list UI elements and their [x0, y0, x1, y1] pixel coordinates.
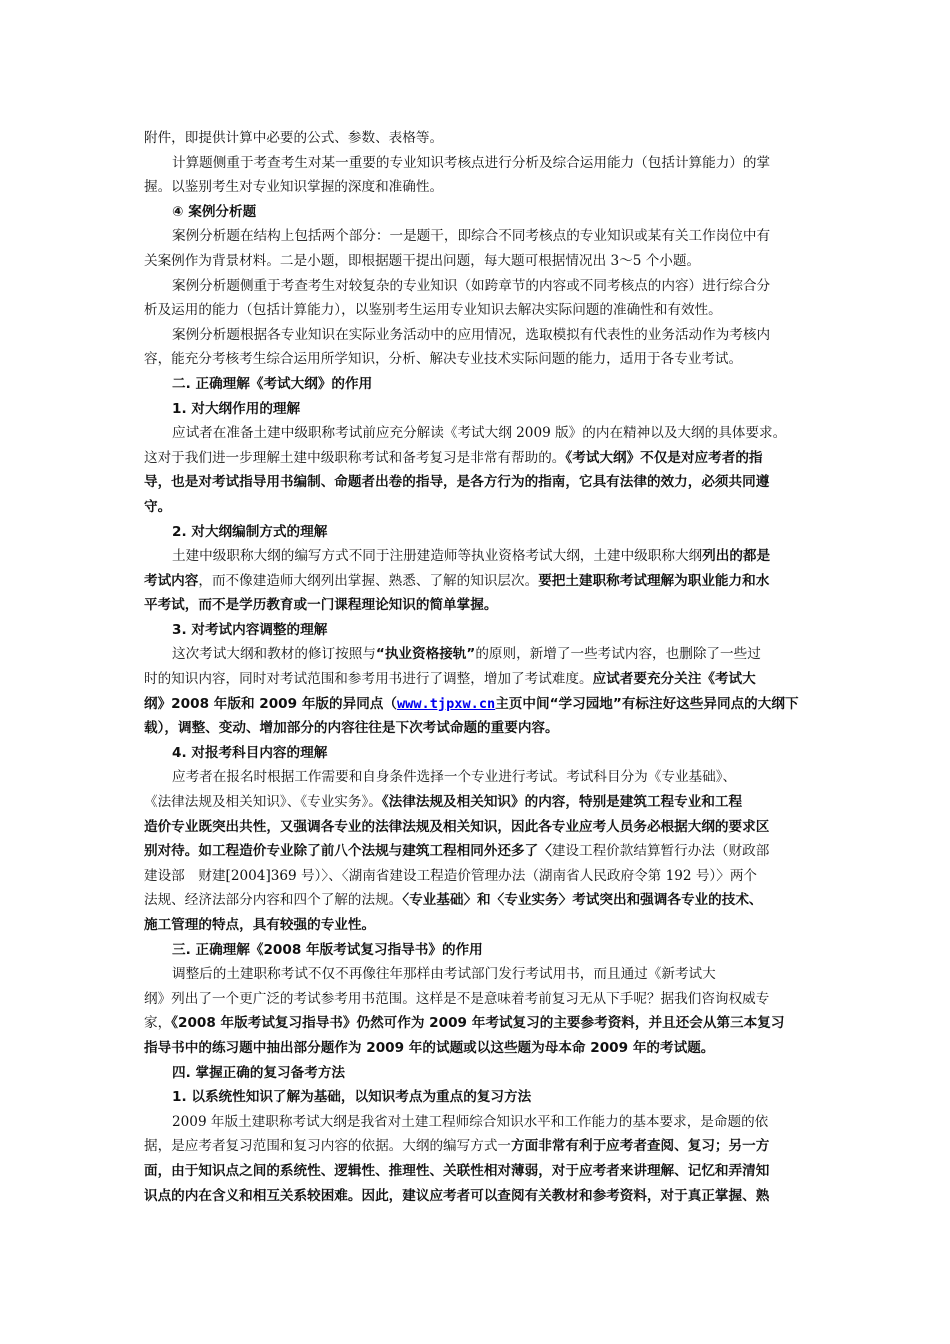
text-segment: 计算题侧重于考查考生对某一重要的专业知识考核点进行分析及综合运用能力（包括计算能力）的掌 [172, 154, 771, 171]
text-segment: 案例分析题侧重于考查考生对较复杂的专业知识（如跨章节的内容或不同考核点的内容）进行综合分 [172, 277, 771, 294]
text-segment: 平考试，而不是学历教育或一门课程理论知识的简单掌握。 [144, 597, 498, 614]
text-line [144, 151, 814, 176]
text-segment: 考试内容 [144, 572, 199, 589]
text-segment: 三. 正确理解《2008 年版考试复习指导书》的作用 [172, 941, 483, 958]
text-segment: 应试者在准备土建中级职称考试前应充分解读《考试大纲 2009 版》的内在精神以及大纲的具体要求。 [172, 425, 787, 442]
text-line [144, 938, 814, 963]
text-segment: 应试者要充分关注《考试大 [592, 671, 756, 688]
text-segment: 识点的内在含义和相互关系较困难。因此，建议应考者可以查阅有关教材和参考资料，对于真正掌握、熟 [144, 1187, 770, 1204]
text-line [144, 593, 814, 618]
text-segment: 法规、经济法部分内容和四个了解的法规。 [144, 892, 403, 909]
text-segment: 1. 对大纲作用的理解 [172, 400, 301, 417]
text-line [144, 200, 814, 225]
text-line [144, 520, 814, 545]
text-line [144, 765, 814, 790]
text-segment: 面，由于知识点之间的系统性、逻辑性、推理性、关联性相对薄弱，对于应考者来讲理解、记忆和弄清知 [144, 1162, 770, 1179]
text-line [144, 544, 814, 569]
text-line [144, 839, 814, 864]
text-line [144, 741, 814, 766]
text-segment: 《考试大纲》不仅是对应考者的指 [565, 449, 763, 466]
text-line [144, 495, 814, 520]
text-line [144, 864, 814, 889]
text-line [144, 962, 814, 987]
text-line [144, 692, 814, 717]
text-segment: 附件，即提供计算中必要的公式、参数、表格等。 [144, 130, 444, 146]
text-segment: “执业资格接轨” [375, 646, 476, 663]
text-line [144, 1159, 814, 1184]
text-segment: 《2008 年版考试复习指导书》仍然可作为 2009 年考试复习的主要参考资料，并且还会从第三本复习 [171, 1015, 785, 1032]
text-segment: 导，也是对考试指导用书编制、命题者出卷的指导，是各方行为的指南，它具有法律的效力，必须共同遵 [144, 474, 770, 491]
text-segment: 主页中间“学习园地”有标注好这些异同点的大纲下 [495, 695, 799, 712]
text-line [144, 1085, 814, 1110]
text-segment: 守。 [144, 498, 172, 515]
text-segment: 施工管理的特点，具有较强的专业性。 [144, 917, 376, 933]
website-link[interactable]: www.tjpxw.cn [397, 695, 496, 712]
text-segment: 纲》列出了一个更广泛的考试参考用书范围。这样是不是意味着考前复习无从下手呢？据我们咨询权威专 [144, 990, 770, 1007]
text-line [144, 1061, 814, 1086]
text-line [144, 224, 814, 249]
text-segment: ，而不像建造师大纲列出掌握、熟悉、了解的知识层次。 [198, 572, 539, 589]
text-segment: 家， [144, 1015, 172, 1032]
text-line [144, 618, 814, 643]
text-segment: 别对待。如工程造价专业除了前八个法规与建筑工程相同外还多了〈 [144, 843, 552, 860]
text-segment: 《法律法规及相关知识》的内容，特别是建筑工程专业和工程 [381, 794, 743, 811]
text-line [144, 1011, 814, 1036]
text-line [144, 913, 814, 938]
text-segment: 纲》2008 年版和 2009 年版的异同点（ [144, 695, 397, 712]
text-segment: 指导书中的练习题中抽出部分题作为 2009 年的试题或以这些题为母本命 2009 年的考试题。 [144, 1039, 715, 1056]
text-segment: 这次考试大纲和教材的修订按照与 [172, 646, 376, 663]
text-line [144, 446, 814, 471]
text-line [144, 421, 814, 446]
text-line [144, 888, 814, 913]
text-segment: 案例分析题在结构上包括两个部分：一是题干，即综合不同考核点的专业知识或某有关工作岗位中有 [172, 228, 771, 245]
text-segment: 1. 以系统性知识了解为基础，以知识考点为重点的复习方法 [172, 1089, 532, 1106]
text-segment: 二. 正确理解《考试大纲》的作用 [172, 375, 373, 392]
text-segment: 时的知识内容，同时对考试范围和参考用书进行了调整，增加了考试难度。 [144, 671, 593, 688]
text-line [144, 716, 814, 741]
text-segment: 3. 对考试内容调整的理解 [172, 621, 328, 638]
text-segment: 4. 对报考科目内容的理解 [172, 744, 328, 761]
text-segment: 列出的都是 [702, 548, 771, 565]
text-line [144, 667, 814, 692]
text-line [144, 470, 814, 495]
text-line [144, 815, 814, 840]
text-line [144, 987, 814, 1012]
text-segment: 据，是应考者复习范围和复习内容的依据。大纲的编写方式一 [144, 1138, 512, 1155]
text-line [144, 274, 814, 299]
text-segment: 建设工程价款结算暂行办法（财政部 [551, 843, 770, 860]
text-line [144, 175, 814, 200]
text-segment: 2009 年版土建职称考试大纲是我省对土建工程师综合知识水平和工作能力的基本要求，是命题的依 [172, 1113, 769, 1130]
text-segment: 要把土建职称考试理解为职业能力和水 [538, 572, 770, 589]
text-segment: 载），调整、变动、增加部分的内容往往是下次考试命题的重要内容。 [144, 720, 559, 737]
text-segment: 四. 掌握正确的复习备考方法 [172, 1064, 346, 1081]
text-line [144, 347, 814, 372]
text-segment: 案例分析题根据各专业知识在实际业务活动中的应用情况，选取模拟有代表性的业务活动作为考核内 [172, 326, 771, 343]
text-line [144, 1184, 814, 1209]
text-segment: 握。以鉴别考生对专业知识掌握的深度和准确性。 [144, 179, 444, 196]
text-line [144, 126, 814, 151]
text-segment: 〈专业基础〉和〈专业实务〉考试突出和强调各专业的技术、 [402, 892, 763, 909]
text-line [144, 642, 814, 667]
text-line [144, 397, 814, 422]
body-text [144, 126, 814, 1208]
text-line [144, 249, 814, 274]
text-segment: 2. 对大纲编制方式的理解 [172, 523, 328, 540]
text-line [144, 790, 814, 815]
text-segment: ④ 案例分析题 [172, 203, 257, 220]
text-segment: 建设部 财建[2004]369 号）〉、〈湖南省建设工程造价管理办法（湖南省人民政府令第 192 号）〉两个 [144, 867, 758, 884]
text-line [144, 1036, 814, 1061]
text-segment: 造价专业既突出共性，又强调各专业的法律法规及相关知识，因此各专业应考人员务必根据大纲的要求区 [144, 818, 770, 835]
text-line [144, 569, 814, 594]
text-line [144, 372, 814, 397]
text-segment: 这对于我们进一步理解土建中级职称考试和备考复习是非常有帮助的。 [144, 449, 566, 466]
text-segment: 关案例作为背景材料。二是小题，即根据题干提出问题，每大题可根据情况出 3～5 个小题。 [144, 252, 701, 269]
text-segment: 《法律法规及相关知识》、《专业实务》。 [144, 794, 382, 811]
text-segment: 的原则，新增了一些考试内容，也删除了一些过 [475, 646, 761, 663]
text-line [144, 1134, 814, 1159]
text-line [144, 1110, 814, 1135]
text-segment: 析及运用的能力（包括计算能力），以鉴别考生运用专业知识去解决实际问题的准确性和有效性。 [144, 302, 722, 319]
text-line [144, 298, 814, 323]
text-segment: 调整后的土建职称考试不仅不再像往年那样由考试部门发行考试用书，而且通过《新考试大 [172, 966, 716, 983]
text-segment: 应考者在报名时根据工作需要和自身条件选择一个专业进行考试。考试科目分为《专业基础》、 [172, 769, 737, 786]
text-segment: 方面非常有利于应考者查阅、复习；另一方 [511, 1138, 770, 1155]
text-segment: 容，能充分考核考生综合运用所学知识，分析、解决专业技术实际问题的能力，适用于各专业考试。 [144, 351, 743, 368]
text-line [144, 323, 814, 348]
text-segment: 土建中级职称大纲的编写方式不同于注册建造师等执业资格考试大纲，土建中级职称大纲 [172, 548, 703, 565]
